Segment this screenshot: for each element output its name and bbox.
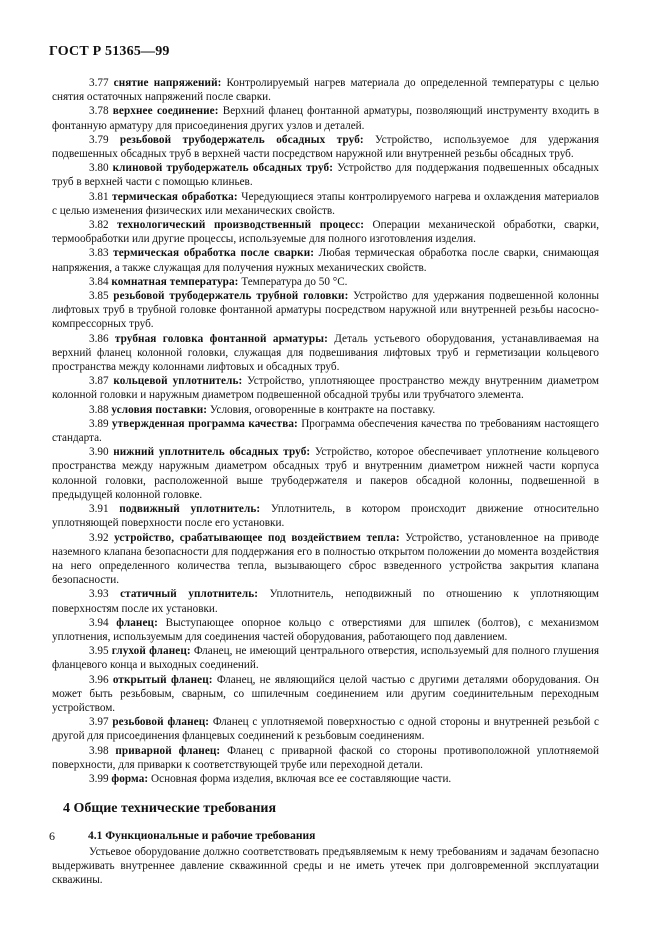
definition-text: Любая термическая обработка после сварки, снимающая напряжения, а также служащая для получения нужных механических свойств. [52, 247, 600, 274]
definition-item [52, 644, 599, 672]
definition-text: Устройство для поддержания подвешенных обсадных труб в верхней части с помощью клиньев. [52, 162, 600, 189]
definition-text: Устройство, установленное на приводе наземного клапана безопасности для поддержания его в полностью открытом положении до момента воздействия на него определенного количества тепла, вызывающего сброс взведенного устройства закрытия клапана безопасности. [52, 531, 599, 587]
definition-term: резьбовой трубодержатель трубной головки: [113, 290, 349, 303]
definition-text: Фланец с приварной фаской со стороны противоположной уплотняемой поверхности, для приварки к соответствующей трубе или переходной детали. [52, 744, 600, 771]
definition-item [52, 76, 599, 104]
definition-text: Контролируемый нагрев материала до определенной температуры с целью снятия остаточных напряжений после сварки. [52, 77, 600, 104]
definition-number: 3.96 [89, 673, 109, 686]
definition-text: Уплотнитель, неподвижный по отношению к уплотняющим поверхностям после их установки. [52, 588, 600, 615]
definition-item [52, 772, 599, 786]
definition-text: Фланец, не имеющий центрального отверстия, используемый для полного глушения фланцевого конца и выходных соединений. [52, 645, 600, 672]
definition-item [52, 417, 599, 445]
section-heading: 4 Общие технические требования [63, 801, 277, 817]
definitions-list [52, 76, 600, 786]
definition-number: 3.79 [89, 133, 109, 146]
subsection-heading: 4.1 Функциональные и рабочие требования [88, 830, 316, 843]
definition-item [52, 531, 599, 588]
definition-term: устройство, срабатывающее под воздействием тепла: [114, 531, 400, 544]
definition-text: Уплотнитель, в котором происходит движение относительно уплотняющей поверхности после его установки. [52, 503, 600, 530]
definition-number: 3.93 [89, 588, 109, 601]
definition-item [52, 616, 599, 644]
definition-number: 3.99 [89, 772, 109, 785]
definition-item [52, 246, 599, 274]
definition-text: Программа обеспечения качества по требованиям настоящего стандарта. [52, 417, 599, 445]
definition-item [52, 133, 599, 161]
definition-term: клиновой трубодержатель обсадных труб: [112, 162, 334, 175]
definition-number: 3.89 [89, 417, 109, 430]
definition-text: Условия, оговоренные в контракте на поставку. [209, 403, 436, 416]
definition-item [52, 289, 599, 332]
definition-item [52, 190, 599, 218]
definition-item [52, 374, 599, 402]
definition-term: снятие напряжений: [113, 77, 222, 89]
definition-text: Устройство, уплотняющее пространство между внутренним диаметром колонной головки и наружным диаметром подвешенной обсадной трубы или трубчатого элемента. [52, 375, 599, 402]
definition-term: фланец: [116, 616, 158, 629]
page-number: 6 [49, 829, 55, 843]
definition-number: 3.80 [89, 162, 109, 175]
definition-term: форма: [111, 772, 149, 785]
definition-term: комнатная температура: [111, 275, 239, 288]
definition-text: Устройство, используемое для удержания подвешенных обсадных труб в верхней части посредством наружной или внутренней резьбы обсадных труб. [52, 133, 600, 161]
definition-item [52, 332, 599, 375]
definition-item [52, 744, 599, 772]
definition-term: подвижный уплотнитель: [119, 503, 261, 516]
definition-number: 3.98 [89, 744, 109, 757]
definition-number: 3.94 [89, 616, 109, 629]
definition-number: 3.90 [89, 446, 109, 459]
definition-term: трубная головка фонтанной арматуры: [114, 332, 328, 345]
definition-text: Фланец, не являющийся целой частью с другими деталями оборудования. Он может быть резьбовым, сварным, со шпилечным соединением или другим соединительным переходным устройством. [52, 673, 599, 714]
definition-number: 3.81 [89, 190, 109, 203]
definition-number: 3.86 [89, 332, 109, 345]
definition-item [52, 587, 599, 615]
definition-item [52, 673, 599, 716]
definition-text: Температура до 50 °С. [241, 275, 348, 288]
definition-term: приварной фланец: [115, 744, 221, 757]
definition-term: нижний уплотнитель обсадных труб: [113, 446, 311, 459]
definition-term: резьбовой фланец: [112, 716, 210, 729]
definition-term: утвержденная программа качества: [111, 417, 298, 430]
definition-term: технологический производственный процесс: [117, 219, 365, 232]
definition-text: Операции механической обработки, сварки, термообработки или другие процессы, используемые для полного изготовления изделия. [52, 219, 599, 246]
definition-item [52, 502, 599, 530]
definition-term: резьбовой трубодержатель обсадных труб: [119, 133, 364, 146]
definition-item [52, 218, 599, 246]
definition-number: 3.97 [89, 716, 109, 729]
definition-item [52, 275, 599, 289]
definition-number: 3.91 [89, 503, 109, 516]
definition-term: кольцевой уплотнитель: [113, 375, 243, 388]
definition-number: 3.95 [89, 645, 109, 658]
definition-number: 3.88 [89, 403, 109, 416]
definition-term: термическая обработка после сварки: [113, 247, 315, 260]
definition-item [52, 445, 599, 502]
definition-text: Устройство, которое обеспечивает уплотнение кольцевого пространства между наружным диаметром обсадных труб и внутренним диаметром нижней части корпуса колонной головки, расположенной выше трубодержателя и пакеров обсадной колонны, подвешенной в предыдущей колонной головке. [52, 446, 600, 501]
definition-item [52, 715, 599, 743]
definition-term: глухой фланец: [111, 645, 191, 658]
definition-term: условия поставки: [111, 403, 208, 416]
definition-number: 3.87 [89, 375, 109, 388]
definition-text: Чередующиеся этапы контролируемого нагрева и охлаждения материалов с целью изменения физических или механических свойств. [52, 190, 599, 217]
page-content [52, 76, 600, 887]
definition-item [52, 161, 599, 189]
definition-number: 3.92 [89, 531, 109, 544]
definition-term: термическая обработка: [112, 190, 238, 203]
definition-number: 3.77 [89, 77, 109, 89]
definition-number: 3.78 [89, 105, 109, 118]
definition-text: Выступающее опорное кольцо с отверстиями для шпилек (болтов), с механизмом уплотнения, используемым для соединения частей оборудования, работающего под давлением. [52, 616, 599, 643]
definition-term: статичный уплотнитель: [120, 588, 259, 601]
definition-text: Устройство для удержания подвешенной колонны лифтовых труб в трубной головке фонтанной арматуры посредством наружной или внутренней резьбы насосно-компрессорных труб. [52, 290, 600, 331]
definition-number: 3.85 [89, 290, 109, 303]
definition-term: верхнее соединение: [112, 105, 219, 118]
subsection-paragraph: Устьевое оборудование должно соответствовать предъявляемым к нему требованиям и задачам безопасно выдерживать внутреннее давление скважинной среды и не иметь утечек при долговременной эксплуатации скважины. [52, 845, 599, 886]
definition-text: Деталь устьевого оборудования, устанавливаемая на верхний фланец колонной головки, служащая для подвешивания лифтовых труб и герметизации кольцевого пространства между колоннами лифтовых и обсадных труб. [52, 332, 599, 374]
definition-text: Основная форма изделия, включая все ее составляющие части. [151, 772, 452, 785]
definition-term: открытый фланец: [112, 673, 213, 686]
definition-number: 3.83 [89, 247, 109, 260]
definition-item [52, 403, 599, 417]
definition-text: Верхний фланец фонтанной арматуры, позволяющий инструменту входить в фонтанную арматуру для присоединения других узлов и деталей. [52, 105, 600, 132]
page-header-standard: ГОСТ Р 51365—99 [49, 44, 170, 59]
definition-number: 3.82 [89, 219, 109, 232]
definition-item [52, 104, 599, 132]
definition-number: 3.84 [89, 275, 109, 288]
definition-text: Фланец с уплотняемой поверхностью с одной стороны и внутренней резьбой с другой для присоединения фланцевых соединений к резьбовым соединениям. [52, 716, 600, 743]
